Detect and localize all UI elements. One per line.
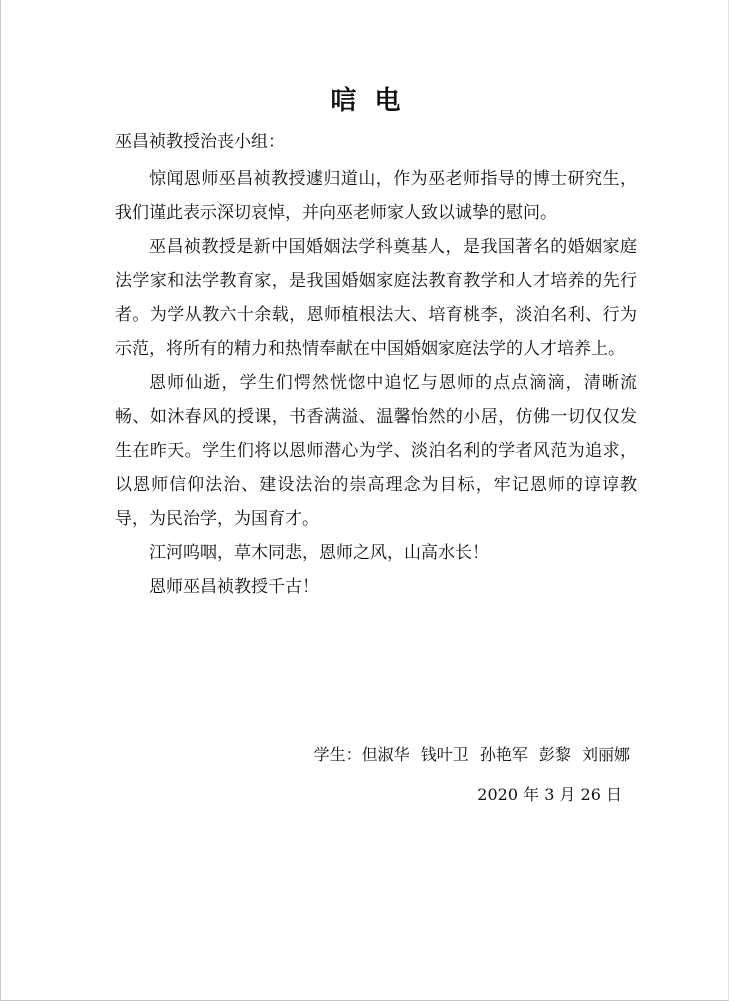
paragraph-farewell: 恩师巫昌祯教授千古！ xyxy=(149,577,319,597)
paragraph-elegy: 江河呜咽，草木同悲，恩师之风，山高水长！ xyxy=(149,543,489,563)
paragraph-biography: 巫昌祯教授是新中国婚姻法学科奠基人，是我国著名的婚姻家庭法学家和法学教育家，是我国婚姻家庭法教育教学和人才培养的先行者。为学从教六十余载，恩师植根法大、培育桃李，淡泊名利、行为示范，将所有的精力和热情奉献在中国婚姻家庭法学的人才培养上。 xyxy=(115,237,637,359)
paragraph-remembrance: 恩师仙逝，学生们愕然恍惚中追忆与恩师的点点滴滴，清晰流畅、如沐春风的授课，书香满溢、温馨怡然的小居，仿佛一切仅仅发生在昨天。学生们将以恩师潜心为学、淡泊名利的学者风范为追求，以恩师信仰法治、建设法治的崇高理念为目标，牢记恩师的谆谆教导，为民治学，为国育才。 xyxy=(115,373,637,529)
letter-body xyxy=(115,162,637,604)
salutation: 巫昌祯教授治丧小组： xyxy=(115,132,285,152)
signers-line: 学生：但淑华 钱叶卫 孙艳军 彭黎 刘丽娜 xyxy=(313,745,630,764)
paragraph-condolence: 惊闻恩师巫昌祯教授遽归道山，作为巫老师指导的博士研究生，我们谨此表示深切哀悼，并向巫老师家人致以诚挚的慰问。 xyxy=(115,169,637,223)
document-title: 唁电 xyxy=(330,86,419,116)
document-date: 2020 年 3 月 26 日 xyxy=(477,785,622,804)
